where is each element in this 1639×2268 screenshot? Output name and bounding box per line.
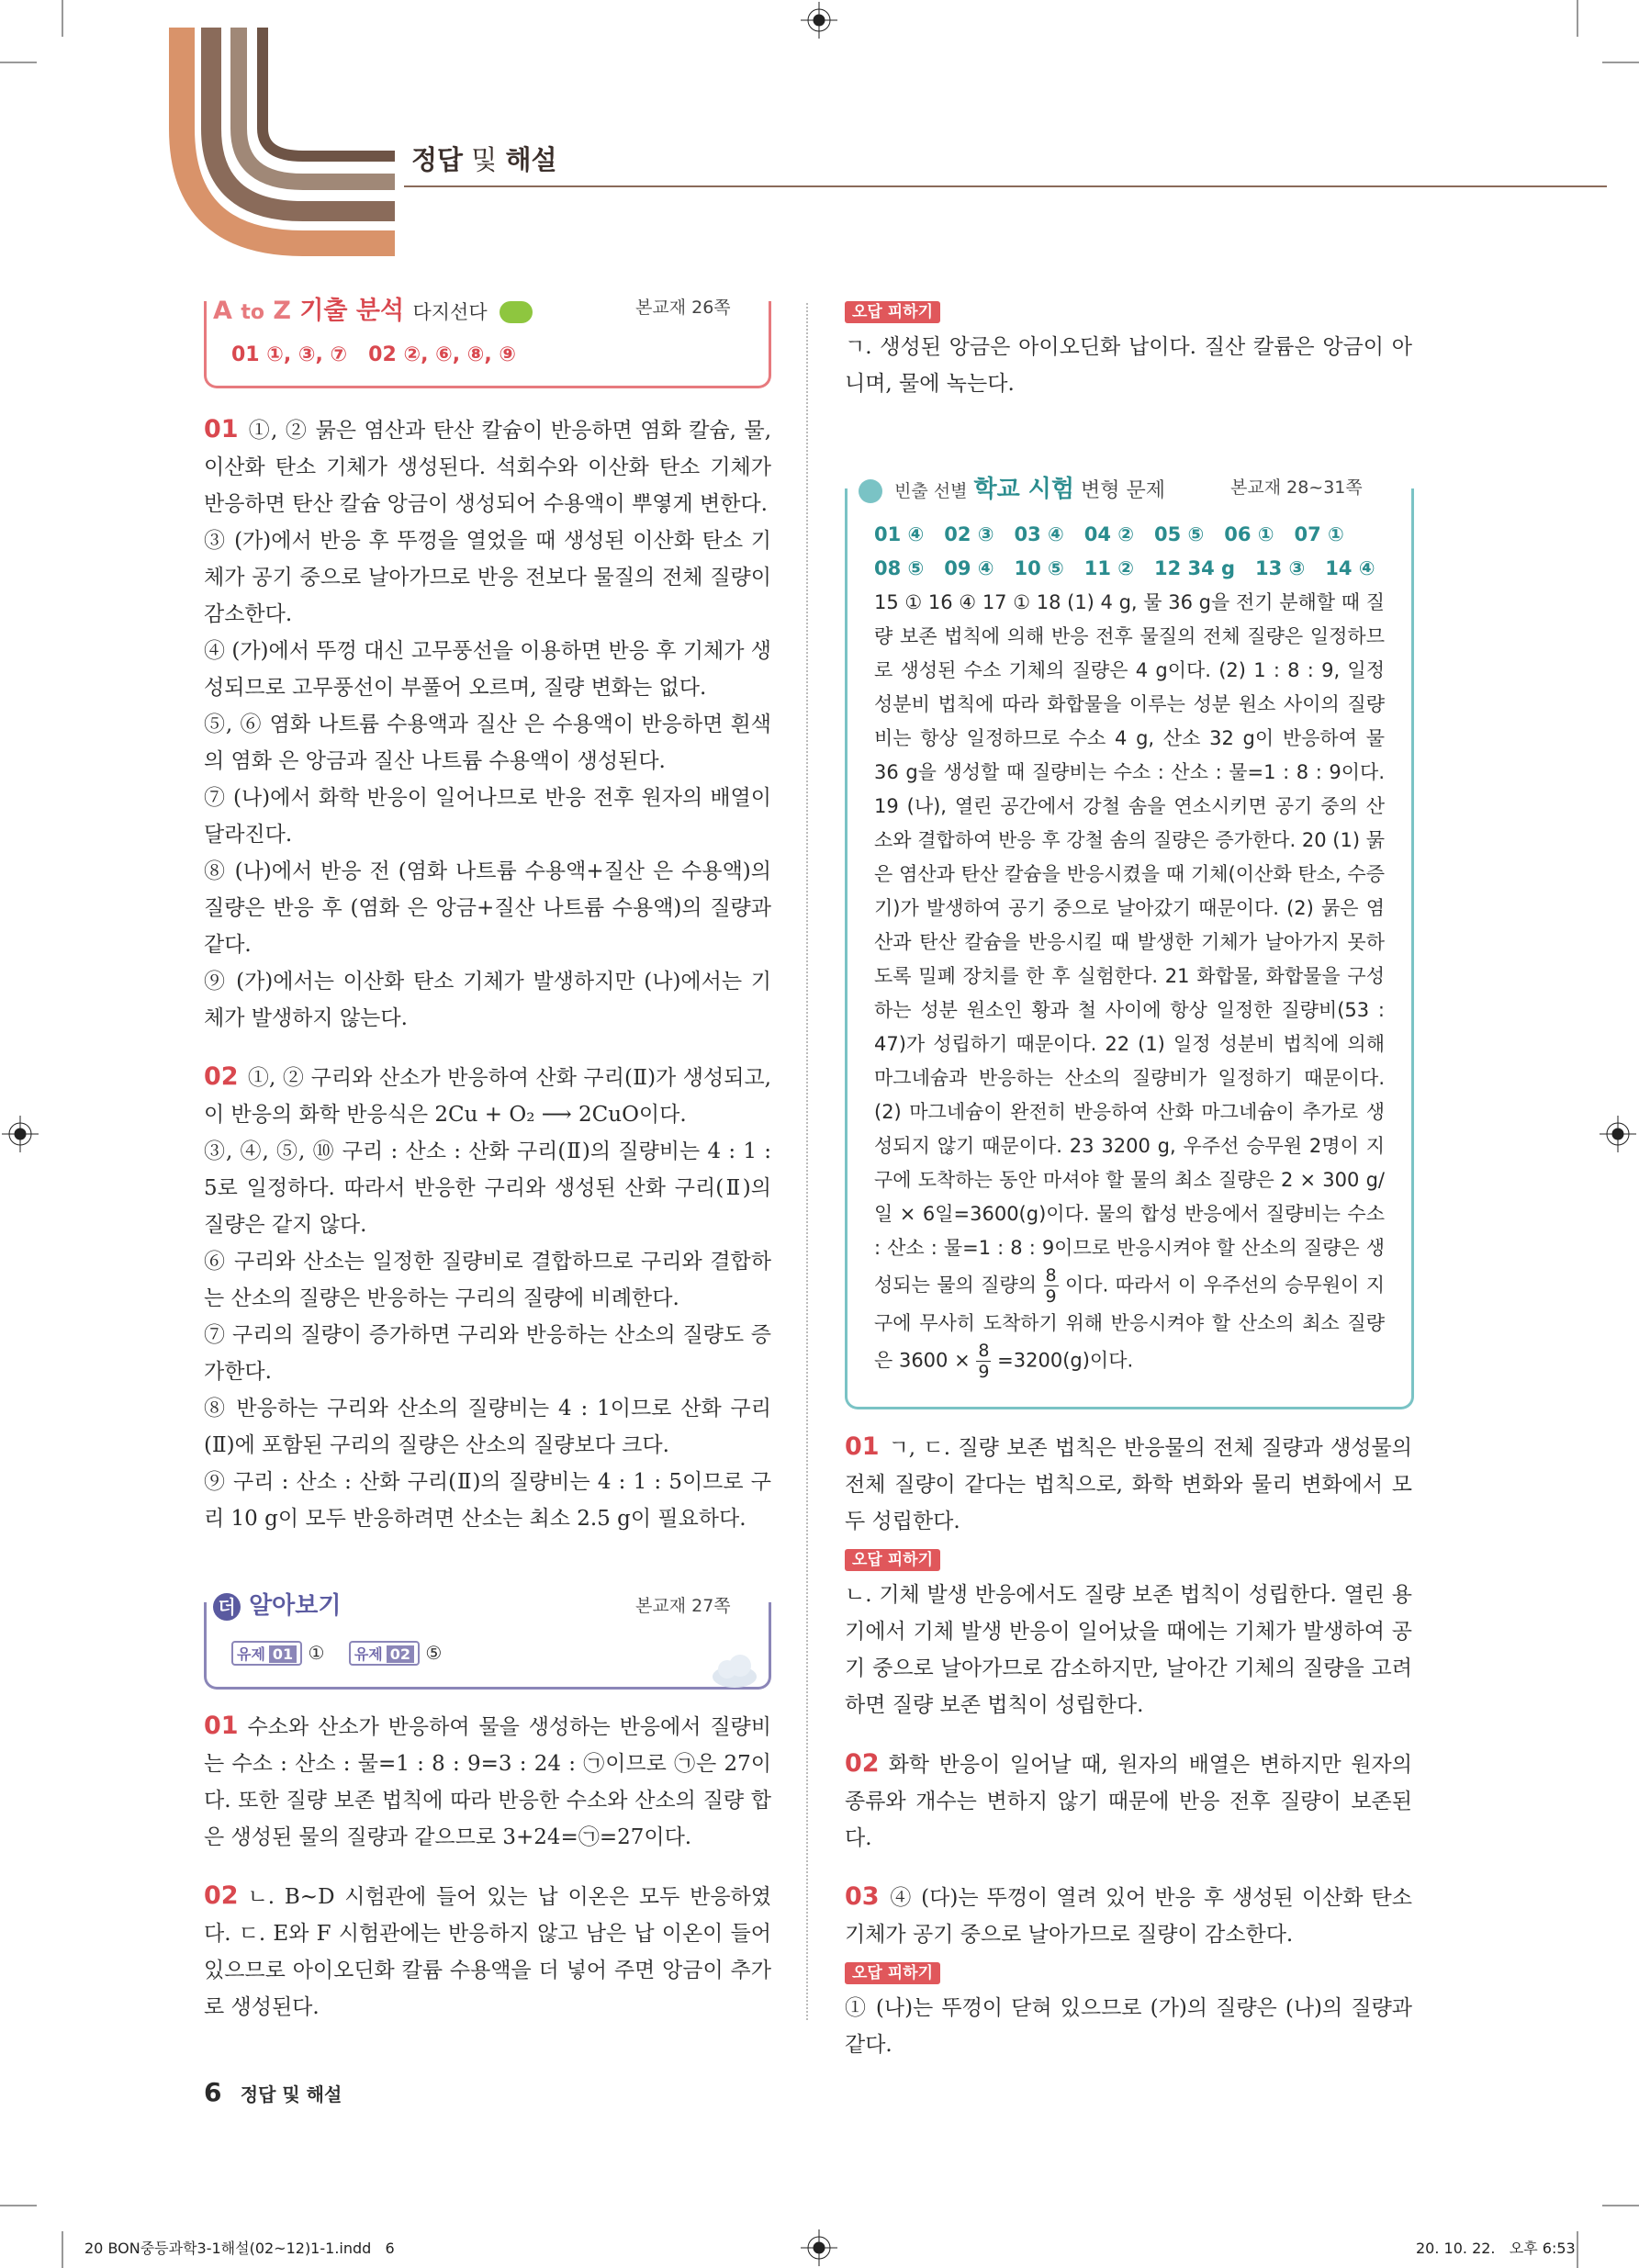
q01-para-6: ⑨ (가)에서는 이산화 탄소 기체가 발생하지만 (나)에서는 기체가 발생하지 않는다. xyxy=(204,970,771,1030)
answer-body-3: =3200(g)이다. xyxy=(997,1349,1134,1372)
q02-para-5: ⑨ 구리 : 산소 : 산화 구리(Ⅱ)의 질량비는 4 : 1 : 5이므로 구리 10 g이 모두 반응하려면 산소는 최소 2.5 g이 필요하다. xyxy=(204,1470,771,1531)
school-exam-ref: 본교재 28~31쪽 xyxy=(1230,477,1363,498)
fraction-1-num: 8 xyxy=(1045,1265,1057,1286)
q02-para-0: ①, ② 구리와 산소가 반응하여 산화 구리(Ⅱ)가 생성되고, 이 반응의 화학 반응식은 2Cu + O₂ ⟶ 2CuO이다. xyxy=(204,1066,771,1127)
chip-02-label: 유제 xyxy=(354,1645,383,1663)
q02-para-2: ⑥ 구리와 산소는 일정한 질량비로 결합하므로 구리와 결합하는 산소의 질량은 반응하는 구리의 질량에 비례한다. xyxy=(204,1250,771,1310)
fraction-1-den: 9 xyxy=(1045,1286,1057,1307)
footer-label: 정답 및 해설 xyxy=(240,2083,342,2105)
school-exam-post: 변형 문제 xyxy=(1081,479,1166,502)
r01-number: 01 xyxy=(204,1712,239,1740)
atoz-a: A xyxy=(213,297,232,325)
atoz-box-title xyxy=(213,290,533,326)
fraction-2 xyxy=(976,1341,991,1382)
q01-para-0: ①, ② 묽은 염산과 탄산 칼슘이 반응하면 염화 칼슘, 물, 이산화 탄소 기체가 생성된다. 석회수와 이산화 탄소 기체가 반응하면 탄산 칼슘 앙금이 생성되어 수용액이 뿌옇게 변한다. xyxy=(204,419,771,516)
cloud-icon xyxy=(709,1653,760,1690)
chip-01 xyxy=(231,1641,302,1666)
s02-number: 02 xyxy=(845,1749,880,1778)
school-exam-title xyxy=(859,470,1165,504)
q02-para-3: ⑦ 구리의 질량이 증가하면 구리와 반응하는 산소의 질량도 증가한다. xyxy=(204,1323,771,1384)
footer-file: 20 BON중등과학3-1해설(02~12)1-1.indd 6 xyxy=(84,2240,395,2257)
atoz-z: Z xyxy=(273,297,291,325)
school-exam-pre: 빈출 선별 xyxy=(894,481,968,501)
s01-number: 01 xyxy=(845,1432,880,1461)
fraction-1 xyxy=(1044,1265,1059,1307)
q02-para-1: ③, ④, ⑤, ⑩ 구리 : 산소 : 산화 구리(Ⅱ)의 질량비는 4 : 1 : 5로 일정하다. 따라서 반응한 구리와 생성된 산화 구리(Ⅱ)의 질량은 같지 않다. xyxy=(204,1140,771,1237)
s03-number: 03 xyxy=(845,1882,880,1911)
q01-para-3: ⑤, ⑥ 염화 나트륨 수용액과 질산 은 수용액이 반응하면 흰색의 염화 은 앙금과 질산 나트륨 수용액이 생성된다. xyxy=(204,713,771,773)
registration-mark-bottom xyxy=(801,2229,837,2266)
fish-icon xyxy=(859,479,882,503)
s02-text: 화학 반응이 일어날 때, 원자의 배열은 변하지만 원자의 종류와 개수는 변하지 않기 때문에 반응 전후 질량이 보존된다. xyxy=(845,1753,1412,1850)
fraction-2-den: 9 xyxy=(978,1362,990,1382)
q01-para-2: ④ (가)에서 뚜껑 대신 고무풍선을 이용하면 반응 후 기체가 생성되므로 고무풍선이 부풀어 오르며, 질량 변화는 없다. xyxy=(204,639,771,700)
right-top-text: ㄱ. 생성된 앙금은 아이오딘화 납이다. 질산 칼륨은 앙금이 아니며, 물에 녹는다. xyxy=(845,335,1412,396)
column-divider xyxy=(806,303,808,2020)
footer-page xyxy=(204,2077,342,2107)
r02-number: 02 xyxy=(204,1881,239,1910)
header-arc-decoration xyxy=(165,28,404,257)
chip-01-label: 유제 xyxy=(237,1645,265,1663)
header-title xyxy=(411,140,557,177)
q01-para-4: ⑦ (나)에서 화학 반응이 일어나므로 반응 전후 원자의 배열이 달라진다. xyxy=(204,786,771,847)
atoz-sub: 다지선다 xyxy=(412,301,488,323)
footer-date: 20. 10. 22. 오후 6:53 xyxy=(1416,2240,1576,2257)
right-top xyxy=(845,301,1412,402)
answer-body-1: 15 ① 16 ④ 17 ① 18 (1) 4 g, 물 36 g을 전기 분해할 때 질량 보존 법칙에 의해 반응 전후 물질의 전체 질량은 일정하므로 생성된 수소 기체의 질량은 4 g이다. (2) 1 : 8 : 9, 일정 성분비 법칙에 따라 화합물을 이루는 성분 원소 사이의 질량비는 항상 일정하므로 수소 4 g, 산소 32 g이 반응하여 물 36 g을 생성할 때 질량비는 수소 : 산소 : 물=1 : 8 : 9이다. 19 (나), 열린 공간에서 강철 솜을 연소시키면 공기 중의 산소와 결합하여 반응 후 강철 솜의 질량은 증가한다. 20 (1) 묽은 염산과 탄산 칼슘을 반응시켰을 때 기체(이산화 탄소, 수증기)가 발생하여 공기 중으로 날아갔기 때문이다. (2) 묽은 염산과 탄산 칼슘을 반응시킬 때 발생한 기체가 날아가지 못하도록 밀폐 장치를 한 후 실험한다. 21 화합물, 화합물을 구성하는 성분 원소인 황과 철 사이에 항상 일정한 질량비(53 : 47)가 성립하기 때문이다. 22 (1) 일정 성분비 법칙에 의해 마그네슘과 반응하는 산소의 질량비가 일정하기 때문이다. (2) 마그네슘이 완전히 반응하여 산화 마그네슘이 추가로 생성되지 않기 때문이다. 23 3200 g, 우주선 승무원 2명이 지구에 도착하는 동안 마셔야 할 물의 최소 질량은 2 × 300 g/일 × 6일=3600(g)이다. 물의 합성 반응에서 질량비는 수소 : 산소 : 물=1 : 8 : 9이므로 반응시켜야 할 산소의 질량은 생성되는 물의 질량의 xyxy=(874,591,1385,1297)
answer-row-1: 01 ④ 02 ③ 03 ④ 04 ② 05 ⑤ 06 ① 07 ① xyxy=(874,523,1344,545)
q01-para-1: ③ (가)에서 반응 후 뚜껑을 열었을 때 생성된 이산화 탄소 기체가 공기 중으로 날아가므로 반응 전보다 물질의 전체 질량이 감소한다. xyxy=(204,529,771,626)
registration-mark-right xyxy=(1600,1116,1636,1152)
header-title-b: 및 xyxy=(471,144,498,175)
chip-01-answer: ① xyxy=(308,1642,325,1664)
worm-icon xyxy=(500,301,533,323)
r01-text: 수소와 산소가 반응하여 물을 생성하는 반응에서 질량비는 수소 : 산소 : 물=1 : 8 : 9=3 : 24 : ㉠이므로 ㉠은 27이다. 또한 질량 보존 법칙에 따라 반응한 수소와 산소의 질량 합은 생성된 물의 질량과 같으므로 3+24=㉠=27이다. xyxy=(204,1715,771,1849)
chip-02-answer: ⑤ xyxy=(425,1642,443,1664)
s03-wrong-text: ① (나)는 뚜껑이 닫혀 있으므로 (가)의 질량은 (나)의 질량과 같다. xyxy=(845,1996,1412,2057)
left-column-lower xyxy=(204,1708,771,2026)
registration-mark-left xyxy=(2,1116,39,1152)
header-title-a: 정답 xyxy=(411,144,464,175)
more-title: 알아보기 xyxy=(249,1592,342,1620)
more-icon: 더 xyxy=(213,1593,241,1621)
chip-01-num: 01 xyxy=(269,1645,297,1663)
left-column xyxy=(204,411,771,1537)
q02-para-4: ⑧ 반응하는 구리와 산소의 질량비는 4 : 1이므로 산화 구리(Ⅱ)에 포함된 구리의 질량은 산소의 질량보다 크다. xyxy=(204,1397,771,1457)
more-ref: 본교재 27쪽 xyxy=(635,1596,731,1616)
q01-number: 01 xyxy=(204,415,239,443)
q01-para-5: ⑧ (나)에서 반응 전 (염화 나트륨 수용액+질산 은 수용액)의 질량은 반응 후 (염화 은 앙금+질산 나트륨 수용액)의 질량과 같다. xyxy=(204,859,771,957)
chip-02-num: 02 xyxy=(387,1645,414,1663)
header-rule xyxy=(404,185,1607,187)
atoz-answers: 01 ①, ③, ⑦ 02 ②, ⑥, ⑧, ⑨ xyxy=(231,343,516,366)
right-lower xyxy=(845,1429,1412,2063)
atoz-to: to xyxy=(241,301,264,324)
page-number: 6 xyxy=(204,2077,222,2107)
fraction-2-num: 8 xyxy=(978,1341,990,1361)
s01-text: ㄱ, ㄷ. 질량 보존 법칙은 반응물의 전체 질량과 생성물의 전체 질량이 같다는 법칙으로, 화학 변화와 물리 변화에서 모두 성립한다. xyxy=(845,1436,1412,1533)
more-box-title xyxy=(213,1587,342,1621)
s01-wrong-text: ㄴ. 기체 발생 반응에서도 질량 보존 법칙이 성립한다. 열린 용기에서 기체 발생 반응이 일어났을 때에는 기체가 발생하여 공기 중으로 날아가므로 감소하지만, 날아간 기체의 질량을 고려하면 질량 보존 법칙이 성립한다. xyxy=(845,1583,1412,1717)
wrong-badge-top: 오답 피하기 xyxy=(845,301,940,323)
answer-body-2: 이다. 따라서 이 우주선의 승무원이 지구에 무사히 도착하기 위해 반응시켜야 할 산소의 최소 질량은 3600 × xyxy=(874,1274,1385,1372)
school-exam-main: 학교 시험 xyxy=(973,476,1074,503)
s03-text: ④ (다)는 뚜껑이 열려 있어 반응 후 생성된 이산화 탄소 기체가 공기 중으로 날아가므로 질량이 감소한다. xyxy=(845,1886,1412,1947)
q02-number: 02 xyxy=(204,1062,239,1091)
school-exam-answers xyxy=(874,518,1385,1382)
r02-text: ㄴ. B~D 시험관에 들어 있는 납 이온은 모두 반응하였다. ㄷ. E와 F 시험관에는 반응하지 않고 남은 납 이온이 들어 있으므로 아이오딘화 칼륨 수용액을 더 넣어 주면 앙금이 추가로 생성된다. xyxy=(204,1885,771,2019)
registration-mark-top xyxy=(801,2,837,39)
wrong-badge-01: 오답 피하기 xyxy=(845,1549,940,1571)
wrong-badge-03: 오답 피하기 xyxy=(845,1962,940,1984)
answer-row-2: 08 ⑤ 09 ④ 10 ⑤ 11 ② 12 34 g 13 ③ 14 ④ xyxy=(874,557,1375,579)
atoz-ref: 본교재 26쪽 xyxy=(635,298,731,318)
atoz-main: 기출 분석 xyxy=(299,297,405,325)
header-title-c: 해설 xyxy=(505,144,557,175)
more-answers xyxy=(231,1641,442,1666)
chip-02 xyxy=(349,1641,420,1666)
